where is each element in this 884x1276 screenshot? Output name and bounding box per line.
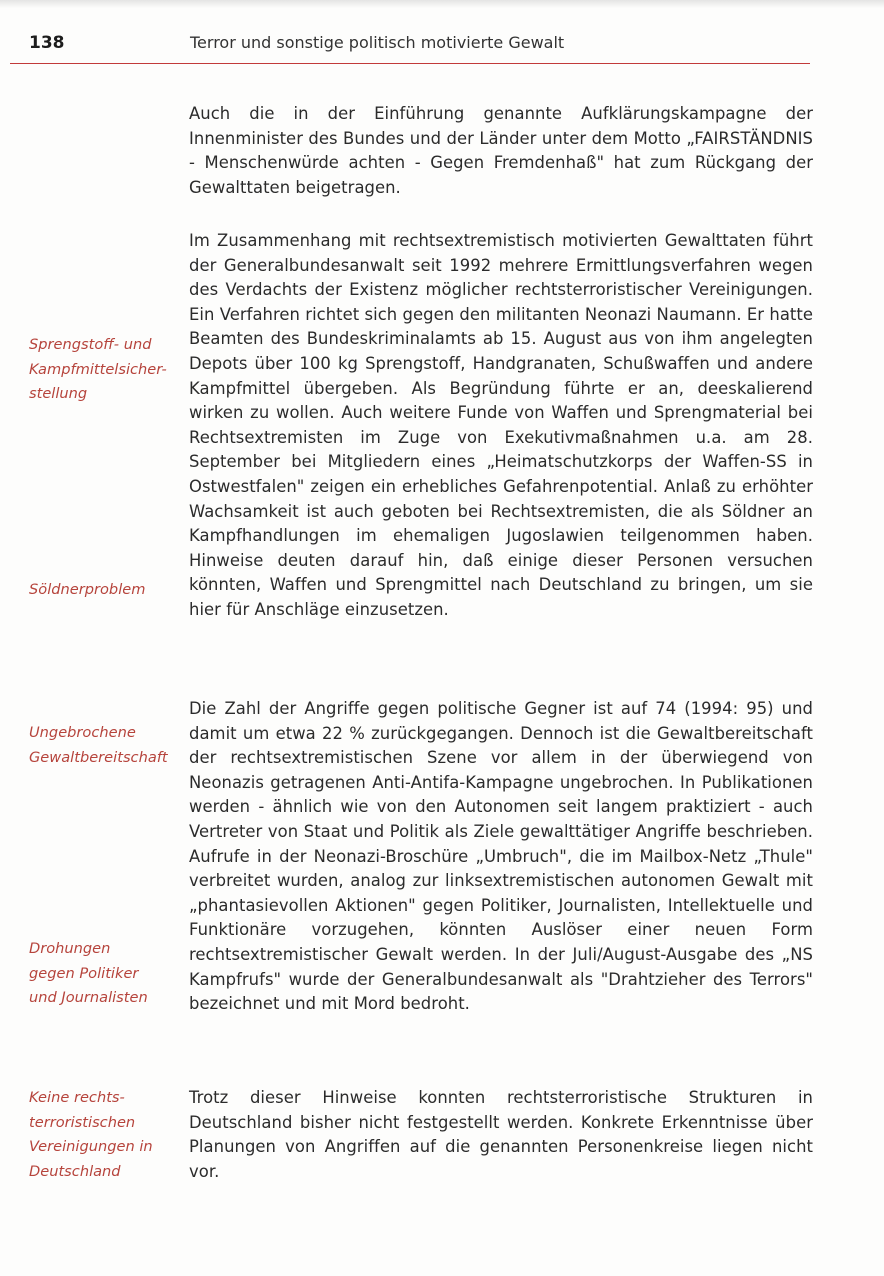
paragraph-text: Trotz dieser Hinweise konnten rechtsterroristische Strukturen in Deutschland bisher nicht festgestellt werden. Konkrete Erkenntnisse über Planungen von Angriffen auf die genannten Personenkreise liegen nicht vor. — [189, 1088, 813, 1181]
paragraph-text: Die Zahl der Angriffe gegen politische Gegner ist auf 74 (1994: 95) und damit um etwa 22 % zurückgegangen. Dennoch ist die Gewaltbereitschaft der rechtsextremistischen Szene vor allem in der überwiegend von Neonazis getragenen Anti-Antifa-Kampagne ungebrochen. In Publikationen werden - ähnlich wie von den Autonomen seit langem praktiziert - auch Vertreter von Staat und Politik als Ziele gewalttätiger Angriffe beschrieben. Aufrufe in der Neonazi-Broschüre „Umbruch", die im Mailbox-Netz „Thule" verbreitet wurden, analog zur linksextremistischen autonomen Gewalt mit „phantasievollen Aktionen" gegen Politiker, Journalisten, Intellektuelle und Funktionäre vorzugehen, könnten Auslöser einer neuen Form rechtsextremistischer Gewalt werden. In der Juli/August-Ausgabe des „NS Kampfrufs" wurde der Generalbundesanwalt als "Drahtzieher des Terrors" bezeichnet und mit Mord bedroht. — [189, 699, 813, 1014]
margin-note-threats: Drohungen gegen Politiker und Journalisten — [29, 940, 148, 1007]
paragraph-text: Auch die in der Einführung genannte Aufklärungskampagne der Innenminister des Bundes und der Länder unter dem Motto „FAIRSTÄNDNIS - Menschenwürde achten - Gegen Fremdenhaß" hat zum Rückgang der Gewalttaten beigetragen. — [189, 104, 813, 197]
paragraph-text: Im Zusammenhang mit rechtsextremistisch motivierten Gewalttaten führt der Generalbundesanwalt seit 1992 mehrere Ermittlungsverfahren wegen des Verdachts der Existenz möglicher rechtsterroristischer Vereinigungen. Ein Verfahren richtet sich gegen den militanten Neonazi Naumann. Er hatte Beamten des Bundeskriminalamts ab 15. August aus von ihm angelegten Depots über 100 kg Sprengstoff, Handgranaten, Schußwaffen und andere Kampfmittel übergeben. Als Begründung führte er an, deeskalierend wirken zu wollen. Auch weitere Funde von Waffen und Sprengmaterial bei Rechtsextremisten im Zuge von Exekutivmaßnahmen u.a. am 28. September bei Mitgliedern eines „Heimatschutzkorps der Waffen-SS in Ostwestfalen" zeigen ein erhebliches Gefahrenpotential. Anlaß zu erhöhter Wachsamkeit ist auch geboten bei Rechtsextremisten, die als Söldner an Kampfhandlungen im ehemaligen Jugoslawien teilgenommen haben. Hinweise deuten darauf hin, daß einige dieser Personen versuchen könnten, Waffen und Sprengmittel nach Deutschland zu bringen, um sie hier für Anschläge einzusetzen. — [189, 231, 813, 619]
running-title: Terror und sonstige politisch motivierte Gewalt — [190, 33, 565, 52]
paragraph-intro — [189, 102, 813, 200]
margin-note-mercenaries: Söldnerproblem — [29, 581, 146, 598]
paragraph-investigations — [189, 229, 813, 623]
header-rule — [10, 63, 810, 64]
page-header — [0, 0, 884, 70]
margin-note-violence: Ungebrochene Gewaltbereitschaft — [29, 724, 168, 766]
margin-note-explosives: Sprengstoff- und Kampfmittelsicher- stellung — [29, 336, 167, 403]
page-number: 138 — [29, 33, 65, 53]
paragraph-conclusion — [189, 1086, 813, 1184]
margin-note-no-terror-groups: Keine rechts- terroristischen Vereinigungen in Deutschland — [29, 1089, 153, 1180]
paragraph-attacks — [189, 697, 813, 1017]
